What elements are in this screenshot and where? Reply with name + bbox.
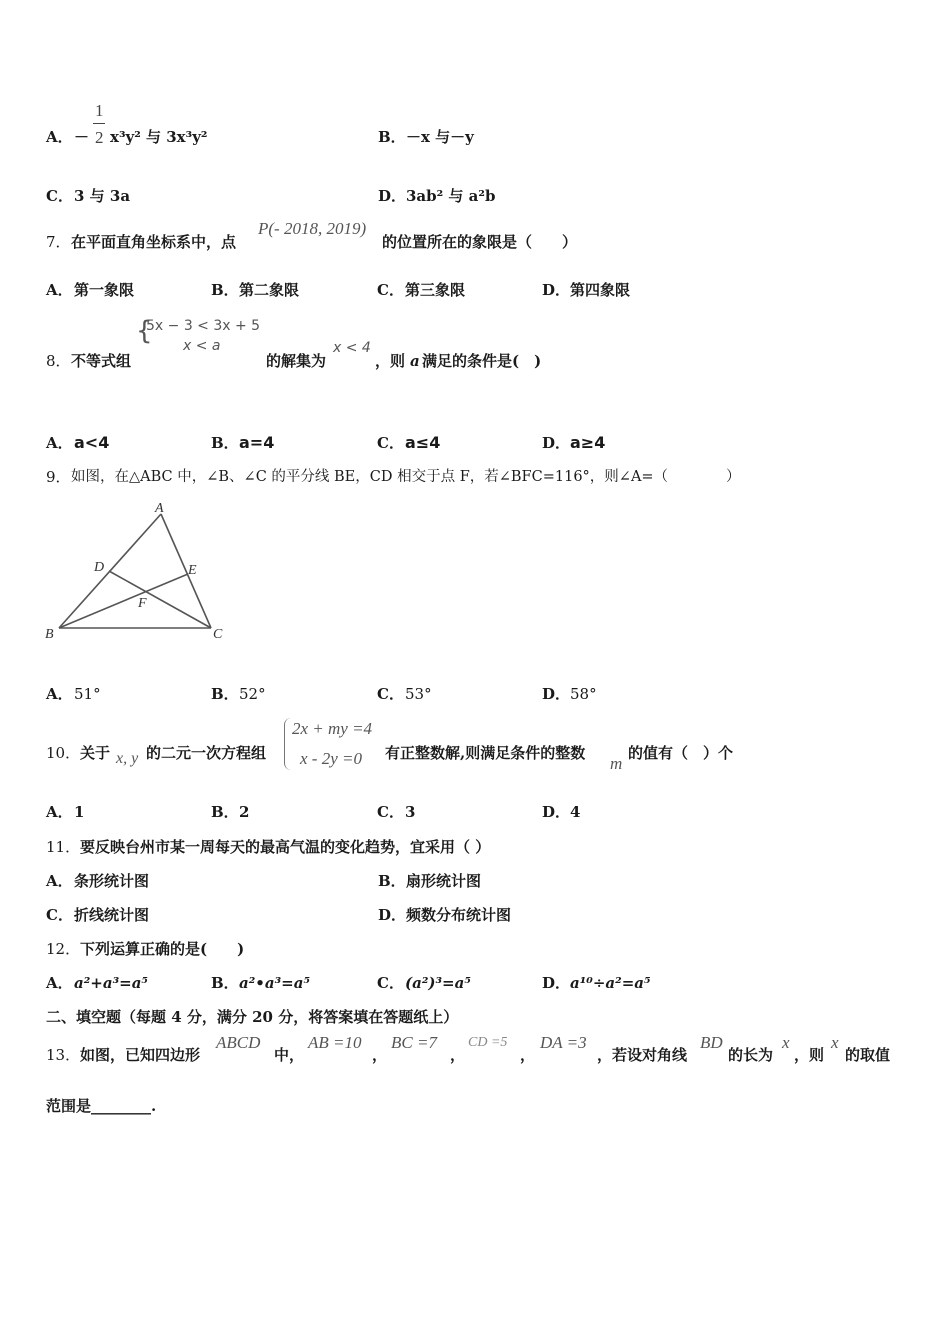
option-label: C． bbox=[377, 803, 404, 821]
option-text: 3 与 3a bbox=[74, 187, 131, 205]
option-text: 第三象限 bbox=[405, 281, 466, 299]
label-c: C bbox=[213, 627, 223, 642]
question-stem: 要反映台州市某一周每天的最高气温的变化趋势，宜采用（ ） bbox=[80, 838, 491, 856]
question-stem: 关于 bbox=[80, 744, 111, 762]
option-label: D． bbox=[542, 434, 571, 452]
brace-icon: { bbox=[136, 316, 153, 346]
option-text: 58° bbox=[570, 685, 597, 703]
question-stem: 如图，在△ABC 中，∠B、∠C 的平分线 BE，CD 相交于点 F，若∠BFC=116°，则∠A=（ ） bbox=[71, 469, 741, 485]
option-label: D． bbox=[542, 685, 571, 703]
math-x: x bbox=[782, 1033, 790, 1052]
option-label: C． bbox=[377, 281, 404, 299]
question-stem: 的位置所在的象限是（ ） bbox=[382, 233, 578, 251]
option-text: 53° bbox=[405, 685, 432, 703]
option-text: 3 bbox=[405, 803, 416, 821]
option-label: A． bbox=[46, 974, 73, 992]
question-stem: 下列运算正确的是( ) bbox=[80, 940, 245, 958]
bisector-cd bbox=[109, 571, 211, 628]
option-text: 第一象限 bbox=[74, 281, 135, 299]
option-label: B． bbox=[211, 434, 239, 452]
question-stem: 的值有（ ）个 bbox=[628, 744, 734, 762]
option-text: x³y² 与 3x³y² bbox=[110, 128, 208, 146]
option-label: B． bbox=[211, 803, 239, 821]
label-b: B bbox=[45, 627, 54, 642]
option-text: a¹⁰÷a²=a⁵ bbox=[570, 974, 651, 992]
math-quad: ABCD bbox=[216, 1033, 261, 1052]
question-stem: 不等式组 bbox=[71, 352, 132, 370]
math-bc: BC =7 bbox=[391, 1033, 437, 1052]
question-stem: 如图，已知四边形 bbox=[80, 1046, 201, 1064]
equation-2: x - 2y =0 bbox=[300, 749, 362, 768]
math-var: a bbox=[410, 352, 420, 370]
option-label: B． bbox=[378, 872, 406, 890]
option-text: 折线统计图 bbox=[74, 906, 150, 924]
option-label: C． bbox=[377, 974, 404, 992]
label-e: E bbox=[188, 563, 197, 578]
option-label: B． bbox=[211, 685, 239, 703]
question-stem: 中， bbox=[274, 1046, 305, 1064]
question-number: 11． bbox=[46, 838, 81, 856]
question-stem: 满足的条件是( ) bbox=[422, 352, 542, 370]
question-stem: 的取值 bbox=[845, 1046, 891, 1064]
question-stem: ， bbox=[450, 1046, 466, 1064]
option-label: D． bbox=[378, 187, 407, 205]
option-label: A． bbox=[46, 128, 73, 146]
question-stem: 的二元一次方程组 bbox=[146, 744, 267, 762]
option-label: B． bbox=[211, 974, 239, 992]
question-stem: 的解集为 bbox=[266, 352, 327, 370]
question-stem: ，则 bbox=[375, 352, 406, 370]
question-stem: 在平面直角坐标系中，点 bbox=[71, 233, 237, 251]
option-label: D． bbox=[542, 281, 571, 299]
option-text: －x 与－y bbox=[406, 128, 474, 146]
fraction-numerator: 1 bbox=[95, 101, 104, 120]
question-stem: ，则 bbox=[794, 1046, 825, 1064]
label-d: D bbox=[94, 560, 105, 575]
side-ac bbox=[161, 514, 211, 628]
option-text: 2 bbox=[239, 803, 250, 821]
option-label: D． bbox=[542, 974, 571, 992]
option-label: A． bbox=[46, 803, 73, 821]
question-number: 9． bbox=[46, 468, 71, 486]
math-da: DA =3 bbox=[540, 1033, 587, 1052]
question-stem: ，若设对角线 bbox=[597, 1046, 688, 1064]
answer-blank-line: 范围是________. bbox=[46, 1097, 157, 1115]
math-ab: AB =10 bbox=[308, 1033, 362, 1052]
option-label: D． bbox=[378, 906, 407, 924]
option-text: 扇形统计图 bbox=[406, 872, 482, 890]
option-text: a≥4 bbox=[570, 433, 606, 452]
question-stem: 有正整数解,则满足条件的整数 bbox=[385, 744, 586, 762]
option-text: 4 bbox=[570, 803, 581, 821]
math-vars: x, y bbox=[116, 750, 139, 767]
math-point: P(- 2018, 2019) bbox=[258, 219, 367, 238]
option-label: C． bbox=[377, 434, 404, 452]
question-number: 7． bbox=[46, 233, 71, 251]
equation-1: 2x + my =4 bbox=[292, 719, 373, 738]
question-number: 8． bbox=[46, 352, 71, 370]
option-label: C． bbox=[46, 906, 73, 924]
option-label: C． bbox=[377, 685, 404, 703]
question-number: 12． bbox=[46, 940, 81, 958]
option-text: a=4 bbox=[239, 433, 275, 452]
option-text: a≤4 bbox=[405, 433, 441, 452]
option-text: a<4 bbox=[74, 433, 110, 452]
brace-icon bbox=[284, 718, 291, 770]
option-label: A． bbox=[46, 872, 73, 890]
option-label: B． bbox=[378, 128, 406, 146]
math-bd: BD bbox=[700, 1033, 723, 1052]
option-text: 3ab² 与 a²b bbox=[406, 187, 496, 205]
question-stem: ， bbox=[372, 1046, 388, 1064]
option-label: A． bbox=[46, 685, 73, 703]
option-text: a²+a³=a⁵ bbox=[74, 974, 149, 992]
label-f: F bbox=[138, 596, 147, 611]
triangle-figure bbox=[40, 498, 240, 648]
option-text: 第二象限 bbox=[239, 281, 300, 299]
option-label: A． bbox=[46, 281, 73, 299]
option-text: 51° bbox=[74, 685, 101, 703]
math-solution: x < 4 bbox=[333, 340, 371, 356]
question-stem: 的长为 bbox=[728, 1046, 774, 1064]
math-var: m bbox=[610, 754, 623, 773]
option-label: C． bbox=[46, 187, 73, 205]
option-text: 52° bbox=[239, 685, 266, 703]
fraction-denominator: 2 bbox=[95, 128, 104, 147]
option-text: a²•a³=a⁵ bbox=[239, 974, 311, 992]
system-line-1: 5x − 3 < 3x + 5 bbox=[146, 318, 261, 334]
question-number: 10． bbox=[46, 744, 81, 762]
option-text: 1 bbox=[74, 803, 85, 821]
option-text: 条形统计图 bbox=[74, 872, 150, 890]
option-label: D． bbox=[542, 803, 571, 821]
option-text: (a²)³=a⁵ bbox=[405, 974, 471, 992]
system-line-2: x < a bbox=[183, 338, 221, 354]
section-title: 二、填空题（每题 4 分，满分 20 分，将答案填在答题纸上） bbox=[46, 1008, 459, 1026]
option-text: 第四象限 bbox=[570, 281, 631, 299]
question-number: 13． bbox=[46, 1046, 81, 1064]
question-stem: ， bbox=[520, 1046, 536, 1064]
option-text: 频数分布统计图 bbox=[406, 906, 512, 924]
math-x: x bbox=[831, 1033, 839, 1052]
fraction-bar bbox=[93, 123, 105, 124]
label-a: A bbox=[155, 501, 164, 516]
math-cd: CD =5 bbox=[468, 1035, 508, 1050]
option-label: B． bbox=[211, 281, 239, 299]
option-label: A． bbox=[46, 434, 73, 452]
bisector-be bbox=[59, 574, 188, 628]
option-text: － bbox=[74, 128, 90, 146]
